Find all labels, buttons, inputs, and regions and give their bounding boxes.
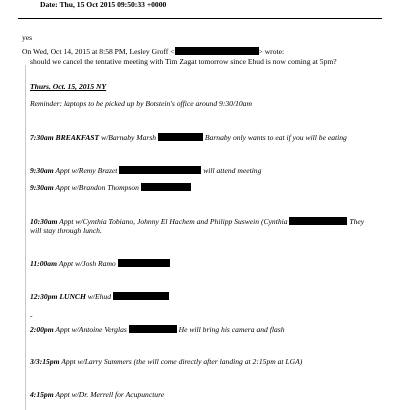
redaction-box (129, 325, 177, 333)
redaction-box (289, 217, 347, 225)
quote-bar (25, 65, 26, 410)
quote-intro (22, 47, 284, 56)
email-date-header (40, 0, 166, 9)
reminder-text: Reminder: laptops to be picked up by Botstein's office around 9:30/10am (30, 99, 252, 108)
schedule-entry: 2:00pm Appt w/Antoine Verglas He will bring his camera and flash (30, 325, 285, 334)
date-label: Date: (40, 0, 58, 9)
redaction-box (175, 47, 259, 55)
redaction-box (118, 259, 170, 267)
redaction-box (113, 292, 169, 300)
quote-question: should we cancel the tentative meeting with Tim Zagat tomorrow since Ehud is now coming at 5pm? (30, 57, 337, 66)
quote-intro-suffix: > wrote: (258, 47, 285, 56)
header-divider (18, 18, 382, 19)
schedule-entry: 12:30pm LUNCH w/Ehud (30, 292, 169, 301)
schedule-entry: 3/3:15pm Appt w/Larry Summers (the will come directly after landing at 2:15pm at LGA) (30, 357, 303, 366)
redaction-box (141, 183, 191, 191)
schedule-title: Thurs. Oct. 15, 2015 NY (30, 82, 107, 91)
schedule-separator: - (30, 311, 33, 320)
schedule-entry-continued: will stay through lunch. (30, 226, 102, 235)
reply-text: yes (22, 33, 33, 42)
schedule-entry: 11:00am Appt w/Josh Ramo (30, 259, 170, 268)
schedule-entry: 9:30am Appt w/Remy Brazet will attend meeting (30, 166, 262, 175)
quote-intro-prefix: On Wed, Oct 14, 2015 at 8:58 PM, Lesley Groff < (22, 47, 175, 56)
schedule-entry: 10:30am Appt w/Cynthia Tobiano, Johnny El Hachem and Philipp Suswein (Cynthia They (30, 217, 365, 226)
date-value: Thu, 15 Oct 2015 09:50:33 +0000 (59, 0, 167, 9)
redaction-box (158, 133, 203, 141)
schedule-entry: 4:15pm Appt w/Dr. Merrell for Acupuncture (30, 390, 165, 399)
redaction-box (119, 166, 201, 174)
schedule-entry: 9:30am Appt w/Brandon Thompson (30, 183, 191, 192)
schedule-entry: 7:30am BREAKFAST w/Barnaby Marsh Barnaby only wants to eat if you will be eating (30, 133, 347, 142)
